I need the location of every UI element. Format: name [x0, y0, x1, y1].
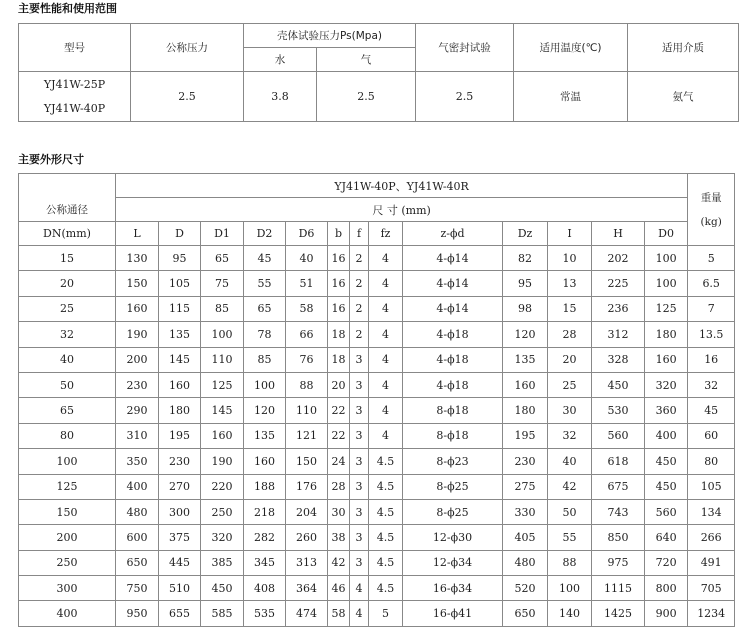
table-cell: 204 [286, 499, 328, 524]
table-cell: 8-ϕ18 [403, 398, 503, 423]
table-cell: 160 [159, 372, 201, 397]
table-cell: 160 [116, 296, 159, 321]
table-cell: 535 [244, 601, 286, 626]
table-cell: 400 [645, 423, 688, 448]
col-seal-test: 气密封试验 [416, 24, 514, 72]
table-cell: 160 [645, 347, 688, 372]
table-row [19, 347, 735, 372]
table-cell: 16-ϕ41 [403, 601, 503, 626]
table-cell: 3 [350, 347, 369, 372]
table-cell: 260 [286, 525, 328, 550]
table-cell: 4-ϕ18 [403, 322, 503, 347]
table-cell: 40 [548, 449, 592, 474]
weight-header [688, 174, 735, 246]
weight-unit: (kg) [700, 215, 722, 228]
table-cell: 55 [548, 525, 592, 550]
table-cell: 45 [688, 398, 735, 423]
table-cell: 4 [369, 296, 403, 321]
table-row [19, 576, 735, 601]
table-cell: 600 [116, 525, 159, 550]
col-water: 水 [244, 48, 317, 72]
table-row [19, 423, 735, 448]
table-cell: 3 [350, 499, 369, 524]
table-cell: 520 [503, 576, 548, 601]
cell-model [19, 72, 131, 122]
table-cell: 16-ϕ34 [403, 576, 503, 601]
col-header-4: D6 [286, 222, 328, 246]
table-cell: 105 [688, 474, 735, 499]
table-cell: 3 [350, 398, 369, 423]
table-row [19, 398, 735, 423]
table-cell: 140 [548, 601, 592, 626]
table-cell: 7 [688, 296, 735, 321]
table-cell: 125 [645, 296, 688, 321]
table-row [19, 246, 735, 271]
table-cell: 12-ϕ34 [403, 550, 503, 575]
table-cell: 312 [592, 322, 645, 347]
col-header-2: D1 [201, 222, 244, 246]
table-row [19, 474, 735, 499]
table-cell: 2 [350, 271, 369, 296]
table-cell: 80 [19, 423, 116, 448]
table-cell: 270 [159, 474, 201, 499]
table-cell: 180 [159, 398, 201, 423]
table-cell: 313 [286, 550, 328, 575]
table-cell: 150 [116, 271, 159, 296]
table-cell: 50 [19, 372, 116, 397]
table-cell: 310 [116, 423, 159, 448]
dn-header-top [19, 174, 116, 222]
table-cell: 450 [645, 474, 688, 499]
table-cell: 200 [116, 347, 159, 372]
table-cell: 180 [503, 398, 548, 423]
table-cell: 230 [159, 449, 201, 474]
table-cell: 364 [286, 576, 328, 601]
table-cell: 4.5 [369, 474, 403, 499]
table-cell: 42 [328, 550, 350, 575]
cell-temperature: 常温 [514, 72, 628, 122]
table-cell: 3 [350, 449, 369, 474]
table-cell: 320 [201, 525, 244, 550]
cell-pressure: 2.5 [131, 72, 244, 122]
table-cell: 145 [159, 347, 201, 372]
table-cell: 20 [328, 372, 350, 397]
table-cell: 32 [19, 322, 116, 347]
table-cell: 491 [688, 550, 735, 575]
table-cell: 618 [592, 449, 645, 474]
table-cell: 5 [369, 601, 403, 626]
col-header-6: f [350, 222, 369, 246]
table-cell: 190 [116, 322, 159, 347]
table-cell: 640 [645, 525, 688, 550]
dn-header: DN(mm) [19, 222, 116, 246]
table-cell: 705 [688, 576, 735, 601]
table-cell: 3 [350, 550, 369, 575]
table-cell: 78 [244, 322, 286, 347]
table-cell: 750 [116, 576, 159, 601]
table-cell: 24 [328, 449, 350, 474]
cell-water: 3.8 [244, 72, 317, 122]
table-cell: 190 [201, 449, 244, 474]
table-cell: 18 [328, 347, 350, 372]
table-cell: 135 [159, 322, 201, 347]
table-cell: 585 [201, 601, 244, 626]
table-cell: 55 [244, 271, 286, 296]
table-cell: 4 [369, 322, 403, 347]
dimensions-size-row [19, 198, 735, 222]
table-cell: 15 [19, 246, 116, 271]
table-cell: 100 [244, 372, 286, 397]
table-cell: 46 [328, 576, 350, 601]
table-cell: 900 [645, 601, 688, 626]
table-cell: 345 [244, 550, 286, 575]
table-cell: 950 [116, 601, 159, 626]
table-cell: 51 [286, 271, 328, 296]
table-cell: 218 [244, 499, 286, 524]
table-cell: 445 [159, 550, 201, 575]
table-row [19, 372, 735, 397]
table-cell: 4 [369, 271, 403, 296]
table-cell: 135 [503, 347, 548, 372]
table-cell: 236 [592, 296, 645, 321]
table-cell: 385 [201, 550, 244, 575]
table-cell: 474 [286, 601, 328, 626]
table-cell: 560 [645, 499, 688, 524]
table-cell: 5 [688, 246, 735, 271]
table-cell: 188 [244, 474, 286, 499]
dimensions-column-header-row [19, 222, 735, 246]
table-row [19, 550, 735, 575]
table-cell: 16 [328, 246, 350, 271]
table-cell: 8-ϕ23 [403, 449, 503, 474]
table-cell: 405 [503, 525, 548, 550]
table-cell: 125 [201, 372, 244, 397]
table-cell: 180 [645, 322, 688, 347]
table-cell: 30 [328, 499, 350, 524]
table-cell: 95 [159, 246, 201, 271]
table-cell: 2 [350, 296, 369, 321]
table-cell: 66 [286, 322, 328, 347]
dimensions-model-row [19, 174, 735, 198]
table-cell: 22 [328, 398, 350, 423]
table-cell: 4 [350, 576, 369, 601]
table-cell: 4 [369, 423, 403, 448]
table-cell: 100 [645, 271, 688, 296]
table-cell: 195 [503, 423, 548, 448]
table-cell: 6.5 [688, 271, 735, 296]
table-cell: 130 [116, 246, 159, 271]
table-cell: 320 [645, 372, 688, 397]
table-cell: 85 [244, 347, 286, 372]
table-row [19, 499, 735, 524]
table-cell: 32 [548, 423, 592, 448]
table-cell: 135 [244, 423, 286, 448]
table-row [19, 525, 735, 550]
table-row [19, 271, 735, 296]
table-cell: 4 [369, 246, 403, 271]
table-row [19, 601, 735, 626]
col-header-0: L [116, 222, 159, 246]
table-cell: 250 [201, 499, 244, 524]
table-cell: 12-ϕ30 [403, 525, 503, 550]
size-header: 尺 寸 (mm) [116, 198, 688, 222]
table-cell: 58 [286, 296, 328, 321]
table-cell: 230 [503, 449, 548, 474]
table-cell: 230 [116, 372, 159, 397]
table-cell: 1234 [688, 601, 735, 626]
table-cell: 743 [592, 499, 645, 524]
table-cell: 120 [244, 398, 286, 423]
table-cell: 4 [369, 372, 403, 397]
table-cell: 975 [592, 550, 645, 575]
table-cell: 266 [688, 525, 735, 550]
table-cell: 300 [19, 576, 116, 601]
table-cell: 510 [159, 576, 201, 601]
table-row [19, 296, 735, 321]
table-cell: 4-ϕ18 [403, 372, 503, 397]
table-cell: 160 [503, 372, 548, 397]
table-cell: 3 [350, 423, 369, 448]
table-cell: 85 [201, 296, 244, 321]
table-cell: 675 [592, 474, 645, 499]
weight-label: 重量 [700, 191, 722, 204]
table-cell: 650 [116, 550, 159, 575]
table-cell: 16 [688, 347, 735, 372]
table-cell: 8-ϕ25 [403, 499, 503, 524]
table-cell: 100 [19, 449, 116, 474]
table-cell: 4.5 [369, 550, 403, 575]
table-cell: 28 [548, 322, 592, 347]
table-cell: 330 [503, 499, 548, 524]
table-cell: 88 [548, 550, 592, 575]
table-cell: 115 [159, 296, 201, 321]
table-cell: 20 [19, 271, 116, 296]
table-cell: 42 [548, 474, 592, 499]
table-cell: 60 [688, 423, 735, 448]
table-cell: 160 [244, 449, 286, 474]
table-cell: 3 [350, 474, 369, 499]
cell-medium: 氨气 [628, 72, 739, 122]
table-cell: 408 [244, 576, 286, 601]
model-line-2: YJ41W-40P [43, 101, 106, 115]
performance-header-row [19, 24, 739, 48]
table-cell: 400 [116, 474, 159, 499]
table-cell: 225 [592, 271, 645, 296]
col-header-7: fz [369, 222, 403, 246]
col-temperature: 适用温度(℃) [514, 24, 628, 72]
table-cell: 45 [244, 246, 286, 271]
table-cell: 200 [19, 525, 116, 550]
table-cell: 20 [548, 347, 592, 372]
table-cell: 110 [201, 347, 244, 372]
table-row [19, 449, 735, 474]
table-cell: 290 [116, 398, 159, 423]
table-cell: 82 [503, 246, 548, 271]
table-cell: 4.5 [369, 576, 403, 601]
table-cell: 1115 [592, 576, 645, 601]
table-cell: 18 [328, 322, 350, 347]
table-cell: 110 [286, 398, 328, 423]
table-cell: 8-ϕ25 [403, 474, 503, 499]
table-cell: 150 [286, 449, 328, 474]
table-cell: 88 [286, 372, 328, 397]
table-cell: 2 [350, 246, 369, 271]
table-cell: 15 [548, 296, 592, 321]
table-cell: 13.5 [688, 322, 735, 347]
table-cell: 2 [350, 322, 369, 347]
table-cell: 95 [503, 271, 548, 296]
col-header-10: I [548, 222, 592, 246]
table-cell: 120 [503, 322, 548, 347]
table-cell: 530 [592, 398, 645, 423]
col-nominal-pressure: 公称压力 [131, 24, 244, 72]
table-cell: 100 [645, 246, 688, 271]
col-medium: 适用介质 [628, 24, 739, 72]
table-cell: 65 [201, 246, 244, 271]
table-cell: 100 [548, 576, 592, 601]
table-cell: 4 [350, 601, 369, 626]
table-cell: 80 [688, 449, 735, 474]
table-cell: 100 [201, 322, 244, 347]
table-cell: 30 [548, 398, 592, 423]
model-line-1: YJ41W-25P [43, 77, 106, 91]
table-cell: 300 [159, 499, 201, 524]
dimensions-table [18, 173, 735, 627]
table-cell: 195 [159, 423, 201, 448]
table-cell: 25 [19, 296, 116, 321]
table-cell: 3 [350, 372, 369, 397]
table-cell: 105 [159, 271, 201, 296]
table-cell: 4-ϕ14 [403, 296, 503, 321]
table-cell: 4-ϕ14 [403, 271, 503, 296]
col-header-12: D0 [645, 222, 688, 246]
table-cell: 4.5 [369, 449, 403, 474]
table-cell: 350 [116, 449, 159, 474]
table-cell: 3 [350, 525, 369, 550]
col-header-3: D2 [244, 222, 286, 246]
cell-seal: 2.5 [416, 72, 514, 122]
table-cell: 220 [201, 474, 244, 499]
table-cell: 450 [592, 372, 645, 397]
cell-gas: 2.5 [317, 72, 416, 122]
col-gas: 气 [317, 48, 416, 72]
table-cell: 4.5 [369, 499, 403, 524]
table-cell: 32 [688, 372, 735, 397]
col-model: 型号 [19, 24, 131, 72]
table-cell: 176 [286, 474, 328, 499]
table-cell: 450 [201, 576, 244, 601]
model-header: YJ41W-40P、YJ41W-40R [116, 174, 688, 198]
table-cell: 4 [369, 347, 403, 372]
table-cell: 282 [244, 525, 286, 550]
performance-data-row [19, 72, 739, 122]
table-cell: 4.5 [369, 525, 403, 550]
table-cell: 134 [688, 499, 735, 524]
table-cell: 4-ϕ14 [403, 246, 503, 271]
table-cell: 650 [503, 601, 548, 626]
table-cell: 480 [116, 499, 159, 524]
table-cell: 450 [645, 449, 688, 474]
table-cell: 4 [369, 398, 403, 423]
col-header-5: b [328, 222, 350, 246]
table-cell: 28 [328, 474, 350, 499]
table-cell: 98 [503, 296, 548, 321]
table-cell: 560 [592, 423, 645, 448]
table-cell: 720 [645, 550, 688, 575]
table-cell: 16 [328, 296, 350, 321]
col-header-9: Dz [503, 222, 548, 246]
table-cell: 480 [503, 550, 548, 575]
table-row [19, 322, 735, 347]
table-cell: 16 [328, 271, 350, 296]
table-cell: 400 [19, 601, 116, 626]
table-cell: 121 [286, 423, 328, 448]
table-cell: 65 [19, 398, 116, 423]
table-cell: 145 [201, 398, 244, 423]
col-header-1: D [159, 222, 201, 246]
table-cell: 202 [592, 246, 645, 271]
table-cell: 58 [328, 601, 350, 626]
table-cell: 655 [159, 601, 201, 626]
table-cell: 800 [645, 576, 688, 601]
table-cell: 4-ϕ18 [403, 347, 503, 372]
table-cell: 150 [19, 499, 116, 524]
table-cell: 13 [548, 271, 592, 296]
table-cell: 76 [286, 347, 328, 372]
table-cell: 1425 [592, 601, 645, 626]
col-shell-test-pressure: 壳体试验压力Ps(Mpa) [244, 24, 416, 48]
col-header-11: H [592, 222, 645, 246]
table-cell: 10 [548, 246, 592, 271]
table-cell: 850 [592, 525, 645, 550]
table-cell: 22 [328, 423, 350, 448]
table-cell: 375 [159, 525, 201, 550]
table-cell: 65 [244, 296, 286, 321]
table-cell: 75 [201, 271, 244, 296]
table-cell: 275 [503, 474, 548, 499]
performance-section-title: 主要性能和使用范围 [18, 2, 117, 15]
table-cell: 40 [286, 246, 328, 271]
table-cell: 40 [19, 347, 116, 372]
performance-table [18, 23, 739, 122]
table-cell: 38 [328, 525, 350, 550]
table-cell: 50 [548, 499, 592, 524]
table-cell: 250 [19, 550, 116, 575]
dimensions-section-title: 主要外形尺寸 [18, 153, 84, 166]
table-cell: 25 [548, 372, 592, 397]
table-cell: 125 [19, 474, 116, 499]
table-cell: 8-ϕ18 [403, 423, 503, 448]
table-cell: 328 [592, 347, 645, 372]
col-header-8: z-ϕd [403, 222, 503, 246]
table-cell: 360 [645, 398, 688, 423]
dn-label: 公称通径 [46, 204, 88, 216]
table-cell: 160 [201, 423, 244, 448]
